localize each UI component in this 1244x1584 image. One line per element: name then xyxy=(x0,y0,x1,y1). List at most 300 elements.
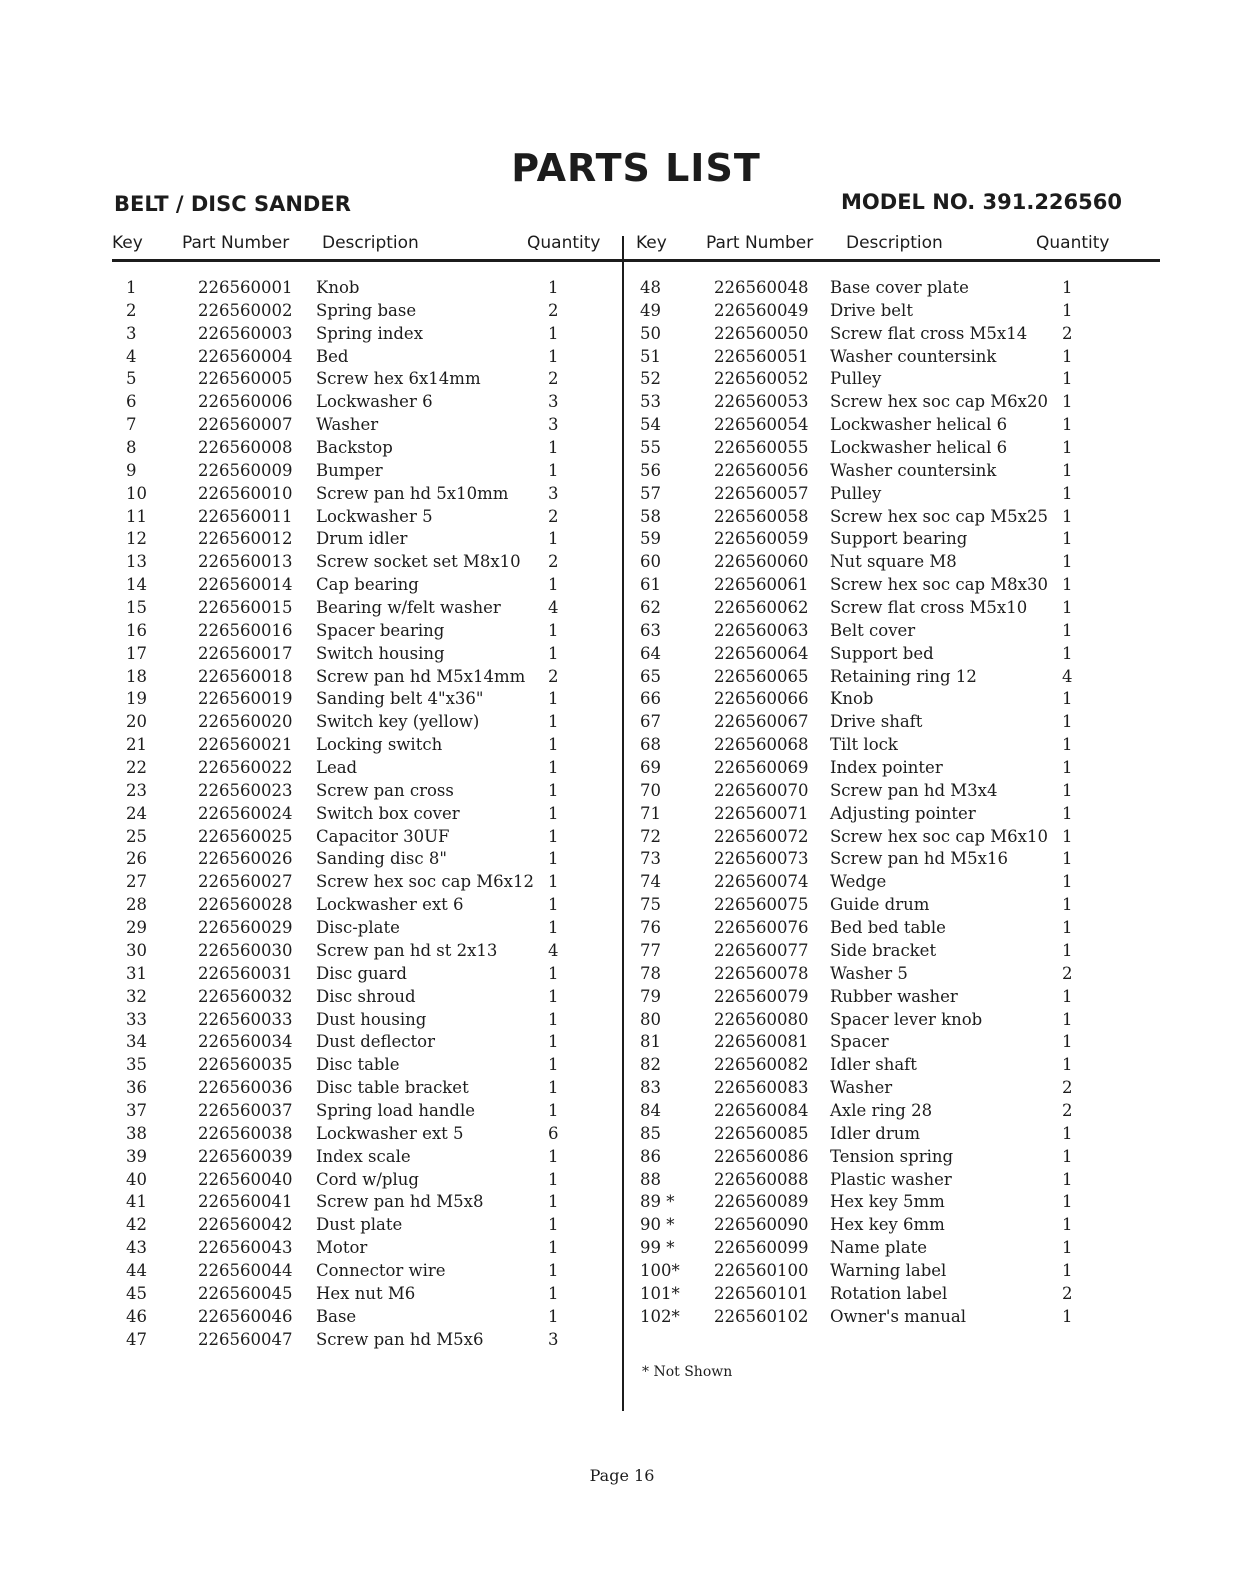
part-key: 53 xyxy=(640,392,661,412)
part-number: 226560050 xyxy=(714,323,809,343)
part-number: 226560019 xyxy=(198,689,293,709)
part-quantity: 1 xyxy=(1062,529,1073,549)
part-key: 36 xyxy=(126,1078,147,1098)
part-number: 226560028 xyxy=(198,895,293,915)
part-number: 226560086 xyxy=(714,1146,809,1166)
part-description: Hex key 6mm xyxy=(830,1215,945,1235)
part-quantity: 1 xyxy=(1062,735,1073,755)
part-number: 226560048 xyxy=(714,278,809,297)
part-quantity: 4 xyxy=(1062,666,1073,686)
part-quantity: 2 xyxy=(1062,1283,1073,1303)
part-number: 226560042 xyxy=(198,1215,293,1235)
part-key: 23 xyxy=(126,780,147,800)
part-number: 226560049 xyxy=(714,300,809,320)
header-rule xyxy=(112,259,1160,262)
part-key: 16 xyxy=(126,620,147,640)
part-key: 2 xyxy=(126,300,137,320)
part-description: Bed xyxy=(316,346,349,366)
part-quantity: 1 xyxy=(548,872,559,892)
part-quantity: 1 xyxy=(548,689,559,709)
part-description: Drive shaft xyxy=(830,712,923,732)
part-key: 37 xyxy=(126,1100,147,1120)
part-quantity: 1 xyxy=(548,575,559,595)
part-key: 81 xyxy=(640,1032,661,1052)
part-quantity: 1 xyxy=(548,460,559,480)
part-key: 99 * xyxy=(640,1238,675,1258)
part-key: 32 xyxy=(126,986,147,1006)
part-quantity: 1 xyxy=(548,1283,559,1303)
part-description: Screw pan hd M5x14mm xyxy=(316,666,526,686)
part-key: 12 xyxy=(126,529,147,549)
part-description: Base cover plate xyxy=(830,278,969,297)
part-quantity: 1 xyxy=(548,895,559,915)
part-number: 226560037 xyxy=(198,1100,293,1120)
part-quantity: 1 xyxy=(1062,483,1073,503)
part-description: Support bearing xyxy=(830,529,968,549)
part-number: 226560055 xyxy=(714,438,809,458)
part-key: 45 xyxy=(126,1283,147,1303)
part-description: Screw hex soc cap M5x25 xyxy=(830,506,1048,526)
part-description: Switch housing xyxy=(316,643,445,663)
part-quantity: 1 xyxy=(1062,1215,1073,1235)
part-number: 226560052 xyxy=(714,369,809,389)
part-key: 78 xyxy=(640,963,661,983)
part-number: 226560022 xyxy=(198,758,293,778)
header-part-number: Part Number xyxy=(706,233,814,253)
header-part-number: Part Number xyxy=(182,233,290,253)
part-key: 11 xyxy=(126,506,147,526)
part-number: 226560034 xyxy=(198,1032,293,1052)
part-number: 226560054 xyxy=(714,415,809,435)
part-quantity: 1 xyxy=(1062,849,1073,869)
part-number: 226560033 xyxy=(198,1009,293,1029)
part-description: Cap bearing xyxy=(316,575,419,595)
part-key: 67 xyxy=(640,712,661,732)
part-number: 226560072 xyxy=(714,826,809,846)
page-number: Page 16 xyxy=(589,1466,655,1485)
part-quantity: 1 xyxy=(548,278,559,297)
part-number: 226560026 xyxy=(198,849,293,869)
part-key: 35 xyxy=(126,1055,147,1075)
part-quantity: 1 xyxy=(1062,1055,1073,1075)
part-key: 24 xyxy=(126,803,147,823)
part-quantity: 1 xyxy=(1062,872,1073,892)
part-number: 226560066 xyxy=(714,689,809,709)
part-quantity: 1 xyxy=(548,963,559,983)
part-quantity: 1 xyxy=(548,438,559,458)
part-quantity: 1 xyxy=(1062,575,1073,595)
part-description: Lockwasher ext 5 xyxy=(316,1123,464,1143)
part-description: Disc table bracket xyxy=(316,1078,469,1098)
part-quantity: 1 xyxy=(1062,300,1073,320)
part-number: 226560011 xyxy=(198,506,293,526)
part-description: Hex nut M6 xyxy=(316,1283,416,1303)
part-number: 226560031 xyxy=(198,963,293,983)
part-key: 27 xyxy=(126,872,147,892)
part-description: Switch box cover xyxy=(316,803,460,823)
part-description: Motor xyxy=(316,1238,368,1258)
part-number: 226560047 xyxy=(198,1329,293,1349)
part-quantity: 1 xyxy=(1062,1192,1073,1212)
part-description: Tension spring xyxy=(830,1146,954,1166)
part-quantity: 1 xyxy=(1062,438,1073,458)
part-quantity: 1 xyxy=(1062,780,1073,800)
part-description: Axle ring 28 xyxy=(830,1100,933,1120)
part-number: 226560078 xyxy=(714,963,809,983)
part-description: Side bracket xyxy=(830,940,937,960)
part-description: Pulley xyxy=(830,483,882,503)
part-quantity: 2 xyxy=(548,369,559,389)
part-description: Disc shroud xyxy=(316,986,416,1006)
part-quantity: 2 xyxy=(1062,963,1073,983)
part-description: Support bed xyxy=(830,643,934,663)
part-key: 80 xyxy=(640,1009,661,1029)
part-description: Screw hex soc cap M6x12 xyxy=(316,872,534,892)
part-quantity: 1 xyxy=(548,1055,559,1075)
part-key: 55 xyxy=(640,438,661,458)
part-number: 226560102 xyxy=(714,1306,809,1326)
part-description: Dust plate xyxy=(316,1215,403,1235)
part-key: 30 xyxy=(126,940,147,960)
part-key: 73 xyxy=(640,849,661,869)
part-quantity: 4 xyxy=(548,940,559,960)
part-description: Spring base xyxy=(316,300,417,320)
part-number: 226560069 xyxy=(714,758,809,778)
part-quantity: 1 xyxy=(548,735,559,755)
part-number: 226560046 xyxy=(198,1306,293,1326)
part-description: Base xyxy=(316,1306,357,1326)
part-description: Drive belt xyxy=(830,300,913,320)
part-number: 226560035 xyxy=(198,1055,293,1075)
part-description: Rubber washer xyxy=(830,986,958,1006)
part-description: Bed bed table xyxy=(830,918,946,938)
part-number: 226560039 xyxy=(198,1146,293,1166)
part-description: Capacitor 30UF xyxy=(316,826,450,846)
part-number: 226560001 xyxy=(198,278,293,297)
part-number: 226560077 xyxy=(714,940,809,960)
part-key: 58 xyxy=(640,506,661,526)
part-key: 77 xyxy=(640,940,661,960)
part-key: 48 xyxy=(640,278,661,297)
part-quantity: 1 xyxy=(1062,1260,1073,1280)
part-key: 8 xyxy=(126,438,137,458)
header-key: Key xyxy=(636,233,667,253)
part-description: Backstop xyxy=(316,438,393,458)
part-number: 226560023 xyxy=(198,780,293,800)
part-number: 226560064 xyxy=(714,643,809,663)
part-key: 63 xyxy=(640,620,661,640)
part-key: 40 xyxy=(126,1169,147,1189)
part-number: 226560068 xyxy=(714,735,809,755)
part-number: 226560041 xyxy=(198,1192,293,1212)
part-description: Spring index xyxy=(316,323,424,343)
part-key: 9 xyxy=(126,460,137,480)
part-description: Screw flat cross M5x10 xyxy=(830,598,1028,618)
part-number: 226560012 xyxy=(198,529,293,549)
part-description: Index scale xyxy=(316,1146,411,1166)
part-description: Screw flat cross M5x14 xyxy=(830,323,1028,343)
part-description: Spring load handle xyxy=(316,1100,476,1120)
part-description: Screw pan hd M5x8 xyxy=(316,1192,484,1212)
part-quantity: 2 xyxy=(548,506,559,526)
part-number: 226560100 xyxy=(714,1260,809,1280)
part-key: 1 xyxy=(126,278,137,297)
part-key: 17 xyxy=(126,643,147,663)
part-number: 226560007 xyxy=(198,415,293,435)
part-quantity: 1 xyxy=(548,1306,559,1326)
part-quantity: 1 xyxy=(548,1169,559,1189)
part-key: 43 xyxy=(126,1238,147,1258)
part-key: 64 xyxy=(640,643,661,663)
part-key: 72 xyxy=(640,826,661,846)
part-quantity: 1 xyxy=(1062,803,1073,823)
part-number: 226560017 xyxy=(198,643,293,663)
part-key: 47 xyxy=(126,1329,147,1349)
part-key: 66 xyxy=(640,689,661,709)
part-quantity: 1 xyxy=(548,1238,559,1258)
part-number: 226560021 xyxy=(198,735,293,755)
part-quantity: 1 xyxy=(1062,1009,1073,1029)
part-key: 51 xyxy=(640,346,661,366)
part-key: 83 xyxy=(640,1078,661,1098)
part-key: 74 xyxy=(640,872,661,892)
part-number: 226560045 xyxy=(198,1283,293,1303)
part-key: 26 xyxy=(126,849,147,869)
part-key: 49 xyxy=(640,300,661,320)
part-key: 70 xyxy=(640,780,661,800)
part-number: 226560053 xyxy=(714,392,809,412)
part-quantity: 3 xyxy=(548,483,559,503)
part-key: 39 xyxy=(126,1146,147,1166)
part-number: 226560059 xyxy=(714,529,809,549)
part-description: Spacer lever knob xyxy=(830,1009,983,1029)
part-description: Hex key 5mm xyxy=(830,1192,945,1212)
part-number: 226560002 xyxy=(198,300,293,320)
part-number: 226560070 xyxy=(714,780,809,800)
part-quantity: 1 xyxy=(548,758,559,778)
part-number: 226560003 xyxy=(198,323,293,343)
part-quantity: 1 xyxy=(548,918,559,938)
part-key: 76 xyxy=(640,918,661,938)
part-number: 226560014 xyxy=(198,575,293,595)
part-key: 56 xyxy=(640,460,661,480)
part-description: Rotation label xyxy=(830,1283,948,1303)
part-description: Disc guard xyxy=(316,963,407,983)
part-quantity: 1 xyxy=(1062,712,1073,732)
part-quantity: 1 xyxy=(1062,643,1073,663)
header-quantity: Quantity xyxy=(527,233,601,253)
part-number: 226560010 xyxy=(198,483,293,503)
part-description: Screw pan hd M5x16 xyxy=(830,849,1008,869)
part-description: Spacer bearing xyxy=(316,620,445,640)
part-key: 60 xyxy=(640,552,661,572)
part-key: 33 xyxy=(126,1009,147,1029)
part-description: Lockwasher helical 6 xyxy=(830,438,1008,458)
part-key: 20 xyxy=(126,712,147,732)
part-number: 226560027 xyxy=(198,872,293,892)
part-key: 6 xyxy=(126,392,137,412)
part-key: 59 xyxy=(640,529,661,549)
part-description: Screw pan hd 5x10mm xyxy=(316,483,509,503)
part-quantity: 1 xyxy=(1062,620,1073,640)
part-description: Disc table xyxy=(316,1055,400,1075)
part-description: Dust housing xyxy=(316,1009,427,1029)
part-quantity: 1 xyxy=(548,849,559,869)
page-title: PARTS LIST xyxy=(511,146,761,190)
footnote: * Not Shown xyxy=(642,1364,733,1380)
part-key: 19 xyxy=(126,689,147,709)
part-number: 226560043 xyxy=(198,1238,293,1258)
part-key: 68 xyxy=(640,735,661,755)
part-number: 226560083 xyxy=(714,1078,809,1098)
model-number: MODEL NO. 391.226560 xyxy=(841,190,1122,214)
part-number: 226560063 xyxy=(714,620,809,640)
part-number: 226560099 xyxy=(714,1238,809,1258)
column-divider xyxy=(622,236,624,1411)
part-number: 226560040 xyxy=(198,1169,293,1189)
part-key: 65 xyxy=(640,666,661,686)
part-description: Warning label xyxy=(830,1260,947,1280)
part-key: 89 * xyxy=(640,1192,675,1212)
part-quantity: 1 xyxy=(548,1192,559,1212)
part-description: Dust deflector xyxy=(316,1032,435,1052)
part-description: Screw hex 6x14mm xyxy=(316,369,481,389)
part-key: 88 xyxy=(640,1169,661,1189)
part-quantity: 1 xyxy=(1062,415,1073,435)
part-quantity: 1 xyxy=(548,346,559,366)
part-number: 226560067 xyxy=(714,712,809,732)
part-description: Wedge xyxy=(830,872,887,892)
part-quantity: 1 xyxy=(548,1100,559,1120)
part-quantity: 2 xyxy=(1062,1100,1073,1120)
part-number: 226560015 xyxy=(198,598,293,618)
part-key: 71 xyxy=(640,803,661,823)
part-number: 226560082 xyxy=(714,1055,809,1075)
part-key: 4 xyxy=(126,346,137,366)
part-number: 226560062 xyxy=(714,598,809,618)
part-key: 85 xyxy=(640,1123,661,1143)
part-number: 226560036 xyxy=(198,1078,293,1098)
part-quantity: 1 xyxy=(548,1078,559,1098)
part-quantity: 1 xyxy=(1062,346,1073,366)
part-key: 86 xyxy=(640,1146,661,1166)
part-description: Owner's manual xyxy=(830,1306,967,1326)
part-quantity: 2 xyxy=(1062,323,1073,343)
part-quantity: 1 xyxy=(548,1260,559,1280)
part-description: Plastic washer xyxy=(830,1169,952,1189)
part-number: 226560038 xyxy=(198,1123,293,1143)
part-description: Screw pan cross xyxy=(316,780,454,800)
part-key: 13 xyxy=(126,552,147,572)
part-quantity: 1 xyxy=(548,323,559,343)
part-quantity: 1 xyxy=(1062,1169,1073,1189)
part-description: Lockwasher 6 xyxy=(316,392,433,412)
part-key: 25 xyxy=(126,826,147,846)
part-number: 226560071 xyxy=(714,803,809,823)
part-quantity: 1 xyxy=(548,620,559,640)
part-quantity: 1 xyxy=(1062,460,1073,480)
part-key: 28 xyxy=(126,895,147,915)
part-description: Bumper xyxy=(316,460,383,480)
part-quantity: 1 xyxy=(1062,1306,1073,1326)
part-number: 226560081 xyxy=(714,1032,809,1052)
part-key: 57 xyxy=(640,483,661,503)
part-description: Lockwasher 5 xyxy=(316,506,433,526)
part-description: Locking switch xyxy=(316,735,443,755)
part-quantity: 6 xyxy=(548,1123,559,1143)
part-number: 226560056 xyxy=(714,460,809,480)
part-number: 226560061 xyxy=(714,575,809,595)
part-key: 82 xyxy=(640,1055,661,1075)
part-number: 226560020 xyxy=(198,712,293,732)
part-quantity: 1 xyxy=(1062,1032,1073,1052)
part-quantity: 1 xyxy=(1062,369,1073,389)
part-quantity: 1 xyxy=(1062,758,1073,778)
part-description: Index pointer xyxy=(830,758,943,778)
part-quantity: 3 xyxy=(548,1329,559,1349)
part-number: 226560030 xyxy=(198,940,293,960)
part-quantity: 2 xyxy=(548,666,559,686)
part-quantity: 1 xyxy=(548,529,559,549)
part-description: Knob xyxy=(316,278,360,297)
part-number: 226560090 xyxy=(714,1215,809,1235)
part-quantity: 1 xyxy=(548,1146,559,1166)
part-number: 226560009 xyxy=(198,460,293,480)
part-number: 226560075 xyxy=(714,895,809,915)
part-key: 52 xyxy=(640,369,661,389)
part-key: 62 xyxy=(640,598,661,618)
part-description: Adjusting pointer xyxy=(830,803,976,823)
part-description: Screw pan hd st 2x13 xyxy=(316,940,498,960)
product-subtitle: BELT / DISC SANDER xyxy=(114,192,351,216)
part-key: 29 xyxy=(126,918,147,938)
part-quantity: 1 xyxy=(1062,1238,1073,1258)
part-quantity: 2 xyxy=(1062,1078,1073,1098)
part-key: 41 xyxy=(126,1192,147,1212)
part-quantity: 1 xyxy=(548,826,559,846)
part-description: Name plate xyxy=(830,1238,928,1258)
part-key: 69 xyxy=(640,758,661,778)
part-quantity: 1 xyxy=(1062,1146,1073,1166)
part-description: Switch key (yellow) xyxy=(316,712,480,732)
part-number: 226560013 xyxy=(198,552,293,572)
part-quantity: 1 xyxy=(1062,1123,1073,1143)
part-key: 22 xyxy=(126,758,147,778)
part-description: Guide drum xyxy=(830,895,930,915)
part-description: Knob xyxy=(830,689,874,709)
part-key: 79 xyxy=(640,986,661,1006)
part-description: Connector wire xyxy=(316,1260,446,1280)
part-description: Screw hex soc cap M8x30 xyxy=(830,575,1048,595)
part-number: 226560085 xyxy=(714,1123,809,1143)
part-number: 226560076 xyxy=(714,918,809,938)
part-key: 15 xyxy=(126,598,147,618)
part-key: 21 xyxy=(126,735,147,755)
part-quantity: 1 xyxy=(548,712,559,732)
part-number: 226560008 xyxy=(198,438,293,458)
header-key: Key xyxy=(112,233,143,253)
part-key: 102* xyxy=(640,1306,680,1326)
part-number: 226560016 xyxy=(198,620,293,640)
part-quantity: 1 xyxy=(548,1009,559,1029)
part-description: Idler shaft xyxy=(830,1055,917,1075)
part-number: 226560058 xyxy=(714,506,809,526)
part-description: Screw socket set M8x10 xyxy=(316,552,521,572)
part-number: 226560080 xyxy=(714,1009,809,1029)
part-key: 34 xyxy=(126,1032,147,1052)
part-description: Bearing w/felt washer xyxy=(316,598,501,618)
part-number: 226560024 xyxy=(198,803,293,823)
